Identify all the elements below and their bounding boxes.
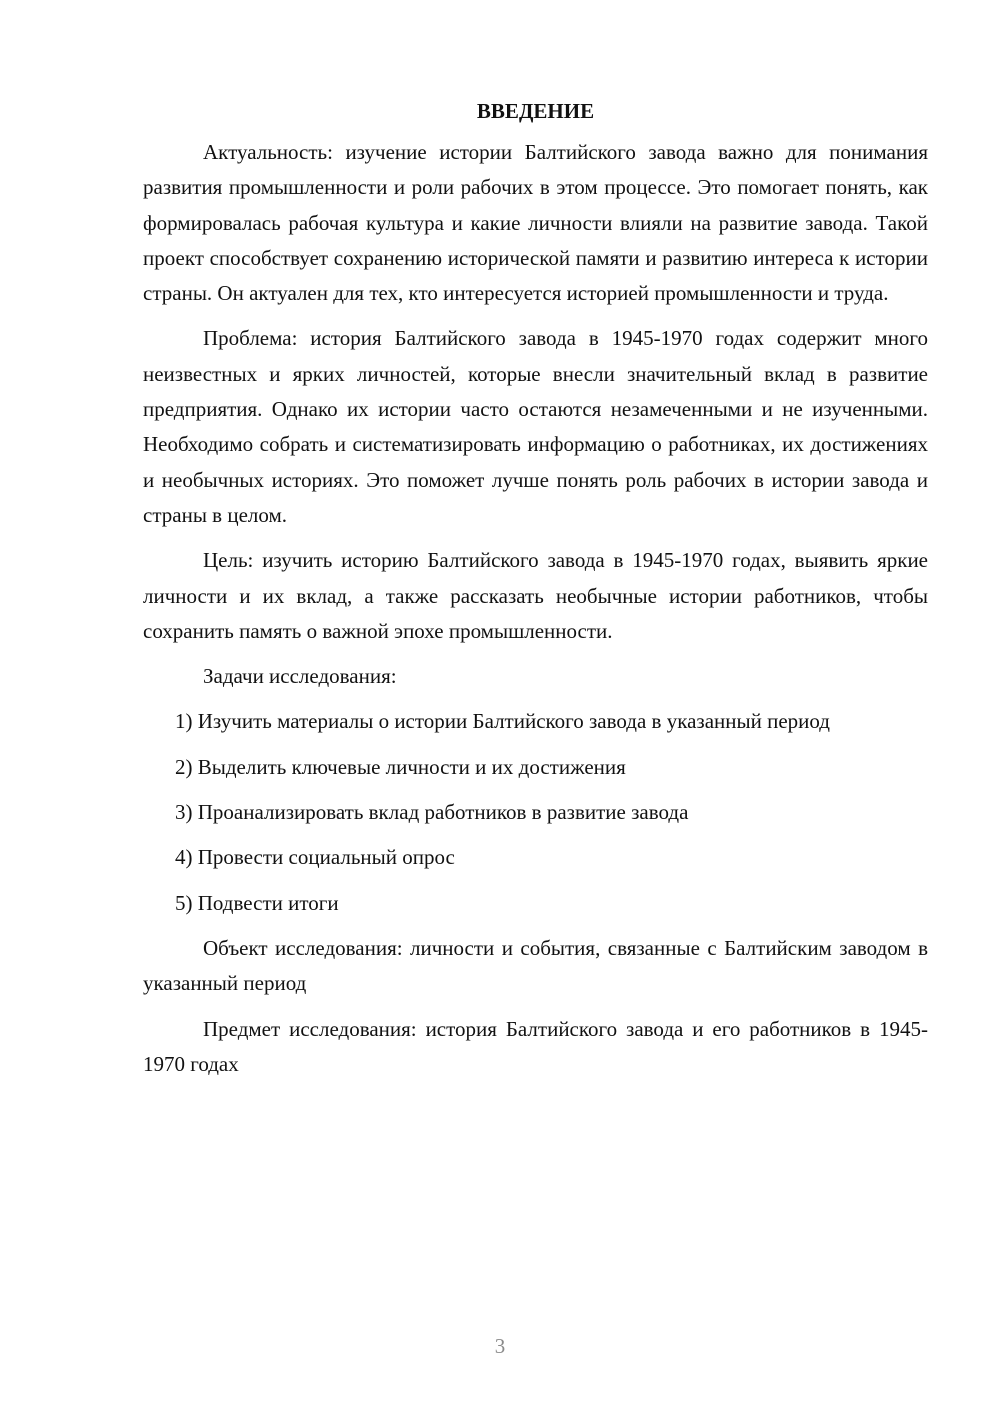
relevance-paragraph: Актуальность: изучение истории Балтийского завода важно для понимания развития промышленности и роли рабочих в этом процессе. Это помогает понять, как формировалась рабочая культура и какие личности влияли на развитие завода. Такой проект способствует сохранению исторической памяти и развитию интереса к истории страны. Он актуален для тех, кто интересуется историей промышленности и труда. bbox=[143, 140, 928, 306]
tasks-list bbox=[143, 704, 928, 920]
object-paragraph: Объект исследования: личности и события, связанные с Балтийским заводом в указанный период bbox=[143, 935, 928, 996]
document-page bbox=[143, 94, 928, 1092]
problem-paragraph: Проблема: история Балтийского завода в 1945-1970 годах содержит много неизвестных и ярких личностей, которые внесли значительный вклад в развитие предприятия. Однако их истории часто остаются незамеченными и не изученными. Необходимо собрать и систематизировать информацию о работниках, их достижениях и необычных историях. Это поможет лучше понять роль рабочих в истории завода и страны в целом. bbox=[143, 326, 928, 527]
page-title: ВВЕДЕНИЕ bbox=[476, 99, 595, 123]
list-item: 3) Проанализировать вклад работников в развитие завода bbox=[175, 800, 689, 825]
goal-paragraph: Цель: изучить историю Балтийского завода в 1945-1970 годах, выявить яркие личности и их вклад, а также рассказать необычные истории работников, чтобы сохранить память о важной эпохе промышленности. bbox=[143, 548, 928, 643]
list-item: 2) Выделить ключевые личности и их достижения bbox=[175, 754, 626, 779]
tasks-heading: Задачи исследования: bbox=[203, 664, 397, 689]
list-item: 1) Изучить материалы о истории Балтийского завода в указанный период bbox=[175, 709, 830, 734]
page-number: 3 bbox=[494, 1334, 506, 1358]
list-item: 5) Подвести итоги bbox=[175, 890, 339, 915]
list-item: 4) Провести социальный опрос bbox=[175, 845, 455, 870]
subject-paragraph: Предмет исследования: история Балтийского завода и его работников в 1945-1970 годах bbox=[143, 1016, 928, 1076]
